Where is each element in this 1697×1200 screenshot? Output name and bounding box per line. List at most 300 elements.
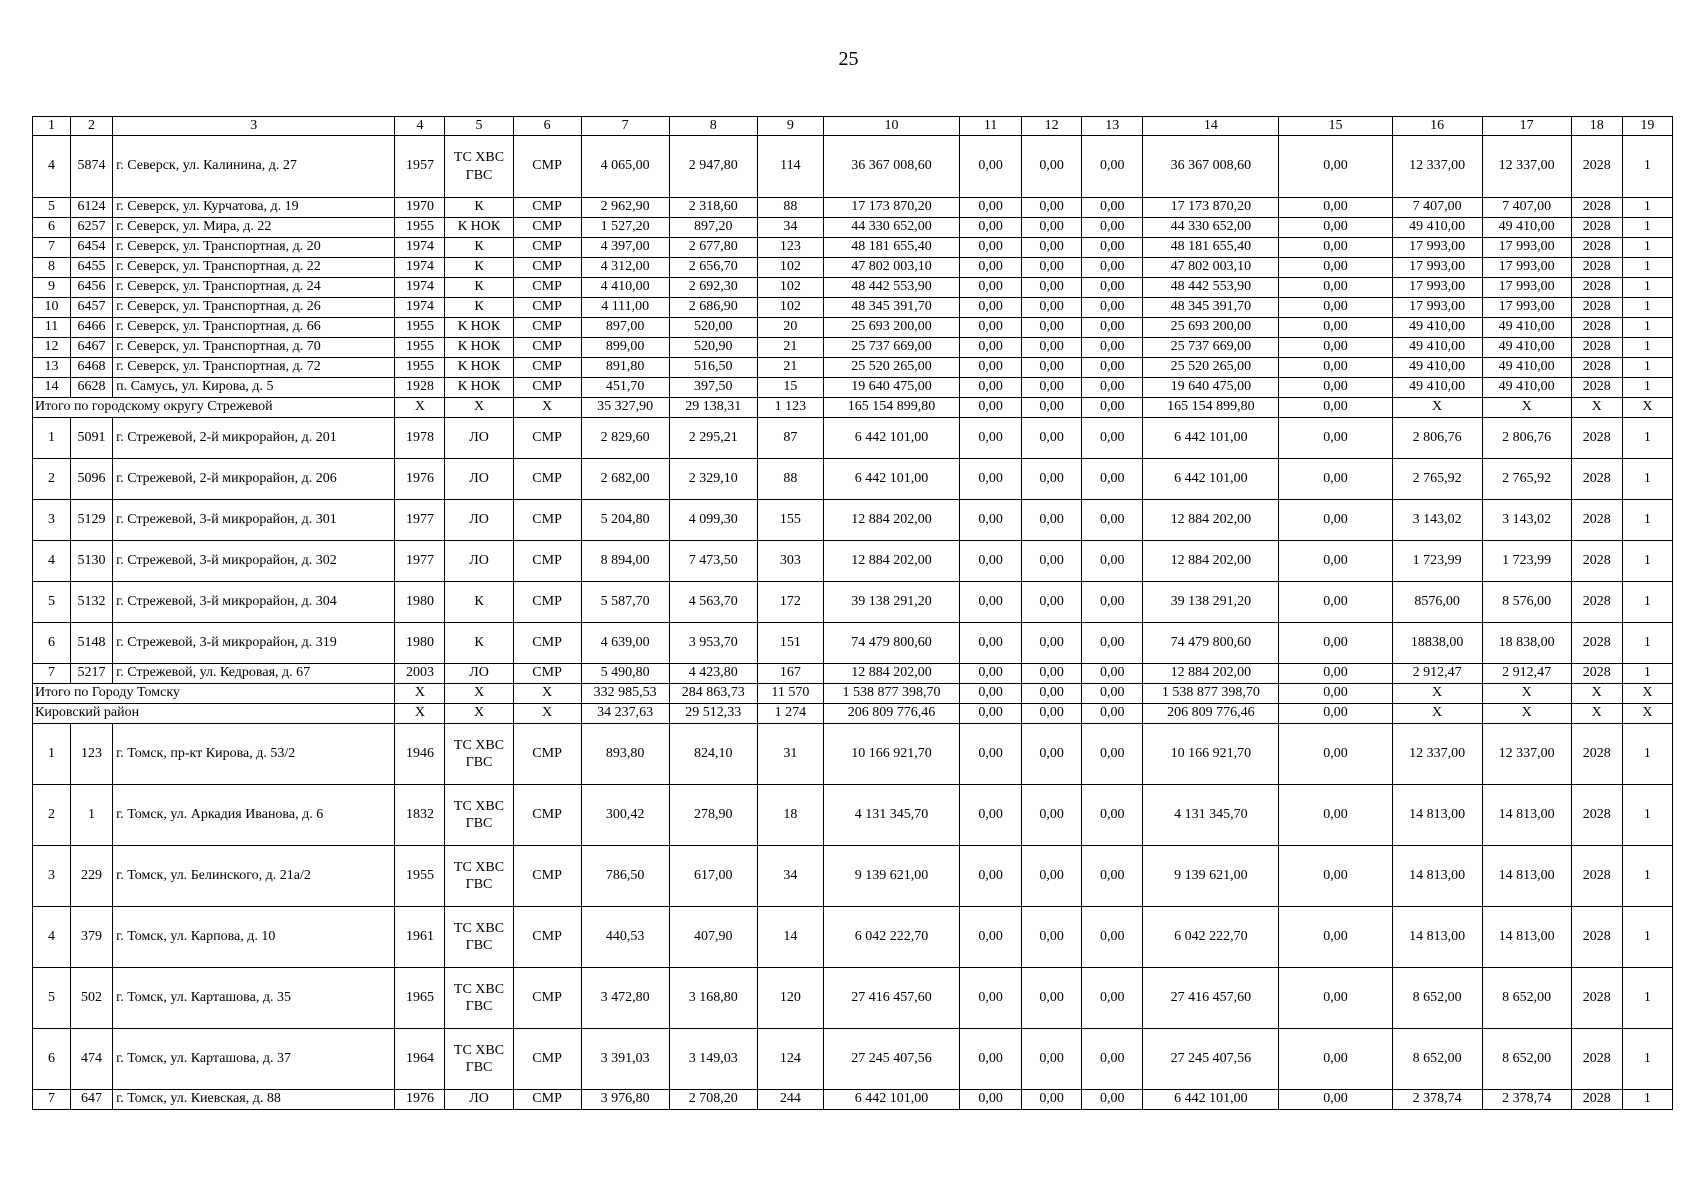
house-id: 474 — [71, 1029, 113, 1090]
subtotal-total-area: 35 327,90 — [581, 398, 669, 418]
unit-cost-limit: 49 410,00 — [1482, 218, 1571, 238]
planned-year: 2028 — [1571, 338, 1622, 358]
fund-local: 0,00 — [1082, 238, 1143, 258]
living-area: 2 677,80 — [669, 238, 757, 258]
residents: 18 — [757, 785, 823, 846]
residents: 88 — [757, 459, 823, 500]
column-header: 17 — [1482, 117, 1571, 136]
total-area: 4 397,00 — [581, 238, 669, 258]
unit-cost-actual: 14 813,00 — [1392, 846, 1482, 907]
fund-owners: 27 245 407,56 — [1143, 1029, 1279, 1090]
house-id: 1 — [71, 785, 113, 846]
planned-year: 2028 — [1571, 582, 1622, 623]
subtotal-label: Итого по Городу Томску — [33, 684, 395, 704]
fund-regional: 0,00 — [1022, 418, 1082, 459]
table-row — [33, 318, 1673, 338]
fund-owners: 12 884 202,00 — [1143, 541, 1279, 582]
fund-regional: 0,00 — [1022, 541, 1082, 582]
address: г. Северск, ул. Транспортная, д. 22 — [113, 258, 395, 278]
total-cost: 36 367 008,60 — [823, 136, 959, 198]
fund-owners: 12 884 202,00 — [1143, 664, 1279, 684]
year-built: 1970 — [395, 198, 445, 218]
total-area: 4 065,00 — [581, 136, 669, 198]
column-header: 19 — [1622, 117, 1672, 136]
work-types: К — [445, 582, 513, 623]
year-built: 1955 — [395, 846, 445, 907]
fund-local: 0,00 — [1082, 358, 1143, 378]
total-cost: 6 442 101,00 — [823, 459, 959, 500]
fund-owners: 25 520 265,00 — [1143, 358, 1279, 378]
subtotal-unit-cost-limit: Х — [1482, 704, 1571, 724]
fund-local: 0,00 — [1082, 664, 1143, 684]
planned-year: 2028 — [1571, 1029, 1622, 1090]
residents: 172 — [757, 582, 823, 623]
table-row — [33, 907, 1673, 968]
planned-year: 2028 — [1571, 541, 1622, 582]
unit-cost-limit: 49 410,00 — [1482, 338, 1571, 358]
other-cost: 0,00 — [1279, 500, 1392, 541]
table-row — [33, 198, 1673, 218]
total-area: 897,00 — [581, 318, 669, 338]
living-area: 4 099,30 — [669, 500, 757, 541]
unit-cost-actual: 17 993,00 — [1392, 278, 1482, 298]
subtotal-other-cost: 0,00 — [1279, 398, 1392, 418]
work-kind: СМР — [513, 318, 581, 338]
table-row — [33, 623, 1673, 664]
fund-owners: 17 173 870,20 — [1143, 198, 1279, 218]
house-id: 5148 — [71, 623, 113, 664]
table-row — [33, 298, 1673, 318]
planned-year: 2028 — [1571, 238, 1622, 258]
fund-federal: 0,00 — [960, 582, 1022, 623]
table-row — [33, 258, 1673, 278]
fund-federal: 0,00 — [960, 218, 1022, 238]
unit-cost-limit: 17 993,00 — [1482, 298, 1571, 318]
unit-cost-actual: 2 806,76 — [1392, 418, 1482, 459]
subtotal-planned-year: Х — [1571, 704, 1622, 724]
house-id: 5132 — [71, 582, 113, 623]
unit-cost-limit: 3 143,02 — [1482, 500, 1571, 541]
living-area: 2 329,10 — [669, 459, 757, 500]
fund-local: 0,00 — [1082, 541, 1143, 582]
subtotal-total-area: 332 985,53 — [581, 684, 669, 704]
total-cost: 4 131 345,70 — [823, 785, 959, 846]
subtotal-unit-cost-actual: Х — [1392, 684, 1482, 704]
year-built: 1964 — [395, 1029, 445, 1090]
other-cost: 0,00 — [1279, 846, 1392, 907]
other-cost: 0,00 — [1279, 258, 1392, 278]
address: г. Томск, ул. Карташова, д. 35 — [113, 968, 395, 1029]
subtotal-row — [33, 398, 1673, 418]
living-area: 397,50 — [669, 378, 757, 398]
table-row — [33, 358, 1673, 378]
unit-cost-limit: 17 993,00 — [1482, 258, 1571, 278]
table-row — [33, 378, 1673, 398]
stage: 1 — [1622, 623, 1672, 664]
total-area: 891,80 — [581, 358, 669, 378]
column-header: 18 — [1571, 117, 1622, 136]
planned-year: 2028 — [1571, 1090, 1622, 1110]
living-area: 4 423,80 — [669, 664, 757, 684]
unit-cost-limit: 2 378,74 — [1482, 1090, 1571, 1110]
planned-year: 2028 — [1571, 318, 1622, 338]
address: г. Томск, ул. Карташова, д. 37 — [113, 1029, 395, 1090]
subtotal-residents: 1 274 — [757, 704, 823, 724]
table-row — [33, 664, 1673, 684]
subtotal-work-kind: Х — [513, 684, 581, 704]
fund-regional: 0,00 — [1022, 500, 1082, 541]
fund-local: 0,00 — [1082, 459, 1143, 500]
work-types: К — [445, 623, 513, 664]
residents: 120 — [757, 968, 823, 1029]
subtotal-total-area: 34 237,63 — [581, 704, 669, 724]
column-header: 1 — [33, 117, 71, 136]
fund-owners: 10 166 921,70 — [1143, 724, 1279, 785]
fund-federal: 0,00 — [960, 1090, 1022, 1110]
table-row — [33, 582, 1673, 623]
house-id: 6455 — [71, 258, 113, 278]
house-id: 6457 — [71, 298, 113, 318]
column-header: 11 — [960, 117, 1022, 136]
row-number: 4 — [33, 907, 71, 968]
subtotal-fund-federal: 0,00 — [960, 398, 1022, 418]
work-types: ТС ХВС ГВС — [445, 846, 513, 907]
planned-year: 2028 — [1571, 198, 1622, 218]
subtotal-work-kind: Х — [513, 704, 581, 724]
fund-regional: 0,00 — [1022, 846, 1082, 907]
row-number: 13 — [33, 358, 71, 378]
living-area: 2 318,60 — [669, 198, 757, 218]
address: г. Стрежевой, 3-й микрорайон, д. 301 — [113, 500, 395, 541]
unit-cost-actual: 49 410,00 — [1392, 358, 1482, 378]
address: п. Самусь, ул. Кирова, д. 5 — [113, 378, 395, 398]
year-built: 1974 — [395, 298, 445, 318]
column-header: 2 — [71, 117, 113, 136]
work-kind: СМР — [513, 136, 581, 198]
residents: 20 — [757, 318, 823, 338]
house-id: 6456 — [71, 278, 113, 298]
subtotal-stage: Х — [1622, 684, 1672, 704]
living-area: 2 686,90 — [669, 298, 757, 318]
other-cost: 0,00 — [1279, 378, 1392, 398]
stage: 1 — [1622, 338, 1672, 358]
subtotal-total-cost: 165 154 899,80 — [823, 398, 959, 418]
other-cost: 0,00 — [1279, 198, 1392, 218]
fund-federal: 0,00 — [960, 258, 1022, 278]
total-cost: 48 345 391,70 — [823, 298, 959, 318]
table-row — [33, 338, 1673, 358]
row-number: 1 — [33, 418, 71, 459]
residents: 102 — [757, 278, 823, 298]
house-id: 229 — [71, 846, 113, 907]
address: г. Северск, ул. Мира, д. 22 — [113, 218, 395, 238]
year-built: 1955 — [395, 218, 445, 238]
unit-cost-limit: 14 813,00 — [1482, 907, 1571, 968]
total-cost: 19 640 475,00 — [823, 378, 959, 398]
address: г. Стрежевой, ул. Кедровая, д. 67 — [113, 664, 395, 684]
row-number: 4 — [33, 136, 71, 198]
total-area: 5 490,80 — [581, 664, 669, 684]
total-cost: 48 442 553,90 — [823, 278, 959, 298]
year-built: 1965 — [395, 968, 445, 1029]
planned-year: 2028 — [1571, 298, 1622, 318]
address: г. Северск, ул. Транспортная, д. 70 — [113, 338, 395, 358]
other-cost: 0,00 — [1279, 218, 1392, 238]
total-cost: 25 520 265,00 — [823, 358, 959, 378]
work-types: ТС ХВС ГВС — [445, 136, 513, 198]
work-types: ЛО — [445, 418, 513, 459]
stage: 1 — [1622, 785, 1672, 846]
residents: 34 — [757, 846, 823, 907]
unit-cost-actual: 12 337,00 — [1392, 136, 1482, 198]
total-area: 899,00 — [581, 338, 669, 358]
house-id: 647 — [71, 1090, 113, 1110]
planned-year: 2028 — [1571, 623, 1622, 664]
subtotal-stage: Х — [1622, 704, 1672, 724]
total-cost: 27 245 407,56 — [823, 1029, 959, 1090]
residents: 124 — [757, 1029, 823, 1090]
fund-owners: 4 131 345,70 — [1143, 785, 1279, 846]
year-built: 1946 — [395, 724, 445, 785]
total-area: 2 682,00 — [581, 459, 669, 500]
total-area: 2 829,60 — [581, 418, 669, 459]
total-cost: 48 181 655,40 — [823, 238, 959, 258]
year-built: 1957 — [395, 136, 445, 198]
living-area: 2 708,20 — [669, 1090, 757, 1110]
fund-federal: 0,00 — [960, 358, 1022, 378]
residents: 167 — [757, 664, 823, 684]
fund-federal: 0,00 — [960, 418, 1022, 459]
work-kind: СМР — [513, 582, 581, 623]
unit-cost-limit: 14 813,00 — [1482, 785, 1571, 846]
row-number: 7 — [33, 238, 71, 258]
address: г. Томск, пр-кт Кирова, д. 53/2 — [113, 724, 395, 785]
other-cost: 0,00 — [1279, 968, 1392, 1029]
fund-federal: 0,00 — [960, 623, 1022, 664]
unit-cost-limit: 14 813,00 — [1482, 846, 1571, 907]
subtotal-fund-owners: 1 538 877 398,70 — [1143, 684, 1279, 704]
work-types: ЛО — [445, 664, 513, 684]
row-number: 7 — [33, 1090, 71, 1110]
table-row — [33, 846, 1673, 907]
work-types: К НОК — [445, 358, 513, 378]
planned-year: 2028 — [1571, 500, 1622, 541]
living-area: 520,00 — [669, 318, 757, 338]
total-area: 3 391,03 — [581, 1029, 669, 1090]
fund-owners: 9 139 621,00 — [1143, 846, 1279, 907]
subtotal-unit-cost-actual: Х — [1392, 704, 1482, 724]
fund-owners: 27 416 457,60 — [1143, 968, 1279, 1029]
column-header: 16 — [1392, 117, 1482, 136]
work-kind: СМР — [513, 623, 581, 664]
year-built: 1980 — [395, 623, 445, 664]
table-row — [33, 418, 1673, 459]
fund-regional: 0,00 — [1022, 1090, 1082, 1110]
page-number: 25 — [838, 48, 859, 70]
other-cost: 0,00 — [1279, 136, 1392, 198]
fund-local: 0,00 — [1082, 258, 1143, 278]
year-built: 1976 — [395, 1090, 445, 1110]
unit-cost-actual: 14 813,00 — [1392, 907, 1482, 968]
other-cost: 0,00 — [1279, 623, 1392, 664]
subtotal-fund-federal: 0,00 — [960, 704, 1022, 724]
residents: 123 — [757, 238, 823, 258]
unit-cost-actual: 49 410,00 — [1392, 318, 1482, 338]
year-built: 1974 — [395, 238, 445, 258]
stage: 1 — [1622, 378, 1672, 398]
stage: 1 — [1622, 907, 1672, 968]
table-row — [33, 1090, 1673, 1110]
fund-federal: 0,00 — [960, 198, 1022, 218]
fund-regional: 0,00 — [1022, 582, 1082, 623]
other-cost: 0,00 — [1279, 318, 1392, 338]
unit-cost-actual: 17 993,00 — [1392, 238, 1482, 258]
work-types: К НОК — [445, 338, 513, 358]
subtotal-fund-owners: 165 154 899,80 — [1143, 398, 1279, 418]
unit-cost-limit: 1 723,99 — [1482, 541, 1571, 582]
planned-year: 2028 — [1571, 664, 1622, 684]
row-number: 6 — [33, 218, 71, 238]
planned-year: 2028 — [1571, 258, 1622, 278]
table-row — [33, 541, 1673, 582]
subtotal-label: Итого по городскому округу Стрежевой — [33, 398, 395, 418]
work-kind: СМР — [513, 198, 581, 218]
house-id: 5217 — [71, 664, 113, 684]
subtotal-planned-year: Х — [1571, 398, 1622, 418]
subtotal-fund-local: 0,00 — [1082, 398, 1143, 418]
row-number: 7 — [33, 664, 71, 684]
year-built: 1978 — [395, 418, 445, 459]
stage: 1 — [1622, 198, 1672, 218]
planned-year: 2028 — [1571, 459, 1622, 500]
work-types: К — [445, 198, 513, 218]
column-header: 13 — [1082, 117, 1143, 136]
work-kind: СМР — [513, 218, 581, 238]
work-kind: СМР — [513, 1090, 581, 1110]
house-id: 6468 — [71, 358, 113, 378]
subtotal-residents: 1 123 — [757, 398, 823, 418]
living-area: 278,90 — [669, 785, 757, 846]
fund-local: 0,00 — [1082, 418, 1143, 459]
unit-cost-limit: 49 410,00 — [1482, 378, 1571, 398]
planned-year: 2028 — [1571, 724, 1622, 785]
work-types: К — [445, 298, 513, 318]
stage: 1 — [1622, 1029, 1672, 1090]
fund-owners: 6 442 101,00 — [1143, 459, 1279, 500]
subtotal-unit-cost-limit: Х — [1482, 398, 1571, 418]
fund-owners: 39 138 291,20 — [1143, 582, 1279, 623]
house-id: 5096 — [71, 459, 113, 500]
unit-cost-limit: 2 806,76 — [1482, 418, 1571, 459]
subtotal-row — [33, 684, 1673, 704]
total-area: 2 962,90 — [581, 198, 669, 218]
work-types: ЛО — [445, 541, 513, 582]
fund-local: 0,00 — [1082, 500, 1143, 541]
house-id: 5130 — [71, 541, 113, 582]
total-cost: 6 042 222,70 — [823, 907, 959, 968]
living-area: 2 295,21 — [669, 418, 757, 459]
stage: 1 — [1622, 318, 1672, 338]
fund-local: 0,00 — [1082, 907, 1143, 968]
residents: 31 — [757, 724, 823, 785]
stage: 1 — [1622, 258, 1672, 278]
table-row — [33, 136, 1673, 198]
total-area: 4 639,00 — [581, 623, 669, 664]
stage: 1 — [1622, 278, 1672, 298]
row-number: 4 — [33, 541, 71, 582]
house-id: 5129 — [71, 500, 113, 541]
total-cost: 25 737 669,00 — [823, 338, 959, 358]
stage: 1 — [1622, 358, 1672, 378]
subtotal-fund-regional: 0,00 — [1022, 704, 1082, 724]
other-cost: 0,00 — [1279, 1029, 1392, 1090]
work-kind: СМР — [513, 358, 581, 378]
column-header: 15 — [1279, 117, 1392, 136]
work-kind: СМР — [513, 238, 581, 258]
table-row — [33, 968, 1673, 1029]
subtotal-total-cost: 206 809 776,46 — [823, 704, 959, 724]
residents: 102 — [757, 258, 823, 278]
total-area: 3 976,80 — [581, 1090, 669, 1110]
work-types: ТС ХВС ГВС — [445, 785, 513, 846]
subtotal-unit-cost-limit: Х — [1482, 684, 1571, 704]
unit-cost-actual: 2 912,47 — [1392, 664, 1482, 684]
fund-federal: 0,00 — [960, 541, 1022, 582]
house-id: 5091 — [71, 418, 113, 459]
other-cost: 0,00 — [1279, 582, 1392, 623]
work-types: ЛО — [445, 500, 513, 541]
total-area: 4 410,00 — [581, 278, 669, 298]
address: г. Томск, ул. Белинского, д. 21а/2 — [113, 846, 395, 907]
fund-federal: 0,00 — [960, 846, 1022, 907]
table-row — [33, 238, 1673, 258]
total-area: 4 111,00 — [581, 298, 669, 318]
subtotal-fund-local: 0,00 — [1082, 704, 1143, 724]
fund-owners: 19 640 475,00 — [1143, 378, 1279, 398]
unit-cost-limit: 17 993,00 — [1482, 238, 1571, 258]
fund-regional: 0,00 — [1022, 218, 1082, 238]
work-kind: СМР — [513, 968, 581, 1029]
fund-owners: 48 442 553,90 — [1143, 278, 1279, 298]
unit-cost-actual: 7 407,00 — [1392, 198, 1482, 218]
residents: 155 — [757, 500, 823, 541]
work-kind: СМР — [513, 338, 581, 358]
stage: 1 — [1622, 136, 1672, 198]
unit-cost-actual: 8 652,00 — [1392, 968, 1482, 1029]
residents: 151 — [757, 623, 823, 664]
address: г. Томск, ул. Киевская, д. 88 — [113, 1090, 395, 1110]
row-number: 6 — [33, 1029, 71, 1090]
column-header: 9 — [757, 117, 823, 136]
fund-regional: 0,00 — [1022, 664, 1082, 684]
fund-federal: 0,00 — [960, 907, 1022, 968]
total-cost: 47 802 003,10 — [823, 258, 959, 278]
total-cost: 6 442 101,00 — [823, 418, 959, 459]
planned-year: 2028 — [1571, 358, 1622, 378]
subtotal-fund-federal: 0,00 — [960, 684, 1022, 704]
total-area: 300,42 — [581, 785, 669, 846]
planned-year: 2028 — [1571, 378, 1622, 398]
fund-federal: 0,00 — [960, 500, 1022, 541]
fund-regional: 0,00 — [1022, 198, 1082, 218]
stage: 1 — [1622, 459, 1672, 500]
row-number: 14 — [33, 378, 71, 398]
subtotal-residents: 11 570 — [757, 684, 823, 704]
total-cost: 12 884 202,00 — [823, 664, 959, 684]
address: г. Томск, ул. Карпова, д. 10 — [113, 907, 395, 968]
column-header: 14 — [1143, 117, 1279, 136]
subtotal-year-built: Х — [395, 398, 445, 418]
